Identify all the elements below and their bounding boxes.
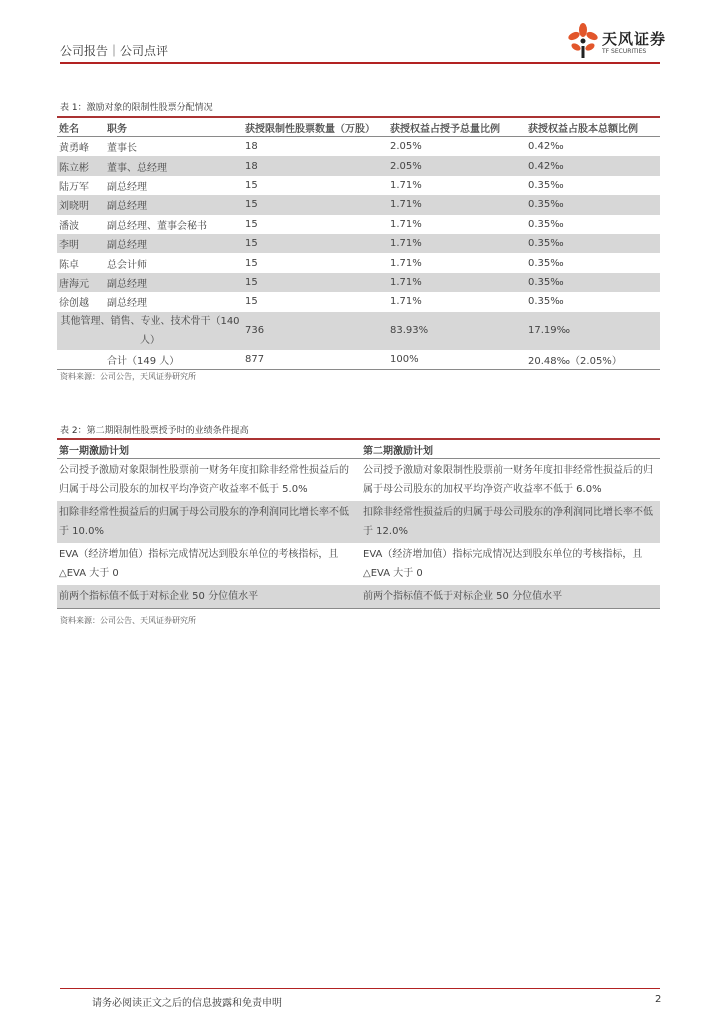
cell-empty (57, 350, 105, 370)
cell-second-plan: 扣除非经常性损益后的归属于母公司股东的净利润同比增长率不低于 12.0% (361, 501, 660, 543)
total-row (57, 350, 660, 370)
table-row (57, 195, 660, 214)
cell-quantity: 15 (245, 257, 258, 269)
cell-position: 董事、总经理 (105, 156, 243, 175)
table-row (57, 156, 660, 175)
table2-header-row (57, 439, 660, 459)
cell-equity-ratio: 0.35‰ (528, 296, 564, 308)
cell-grant-ratio: 2.05% (390, 141, 422, 153)
table-row (57, 176, 660, 195)
cell-grant-ratio: 1.71% (390, 179, 422, 191)
col-quantity: 获授限制性股票数量（万股） (243, 117, 388, 137)
cell-name: 潘波 (59, 220, 79, 232)
header-divider (60, 62, 660, 64)
cell-second-plan: EVA（经济增加值）指标完成情况达到股东单位的考核指标，且△EVA 大于 0 (363, 549, 643, 579)
cell-quantity: 18 (243, 156, 388, 175)
cell-equity-ratio: 17.19‰ (526, 312, 660, 350)
cell-equity-ratio: 0.35‰ (526, 234, 660, 253)
table-row (57, 215, 660, 234)
cell-name: 李明 (57, 234, 105, 253)
col-first-plan: 第一期激励计划 (57, 439, 361, 459)
cell-grant-ratio: 1.71% (388, 273, 526, 292)
cell-grant-ratio: 1.71% (390, 257, 422, 269)
cell-first-plan: 扣除非经常性损益后的归属于母公司股东的净利润同比增长率不低于 10.0% (57, 501, 361, 543)
logo-chinese-name: 天风证券 (602, 30, 667, 48)
company-logo (568, 22, 678, 62)
cell-quantity: 736 (243, 312, 388, 350)
cell-first-plan: 前两个指标值不低于对标企业 50 分位值水平 (57, 585, 361, 609)
cell-name: 陈卓 (59, 259, 79, 271)
table1-caption: 表 1：激励对象的限制性股票分配情况 (60, 103, 213, 113)
cell-quantity: 15 (243, 273, 388, 292)
page-number: 2 (655, 994, 662, 1005)
cell-equity-ratio: 0.35‰ (528, 179, 564, 191)
cell-position: 副总经理 (105, 234, 243, 253)
col-grant-ratio: 获授权益占授予总量比例 (388, 117, 526, 137)
table2-caption: 表 2：第二期限制性股票授予时的业绩条件提高 (60, 426, 249, 436)
col-second-plan: 第二期激励计划 (361, 439, 660, 459)
cell-grant-ratio: 1.71% (388, 234, 526, 253)
cell-equity-ratio: 0.42‰ (528, 141, 564, 153)
table-row (57, 253, 660, 272)
logo-english-name: TF SECURITIES (602, 48, 647, 55)
table-row (57, 137, 660, 157)
table-row (57, 459, 660, 502)
cell-position: 总会计师 (107, 259, 147, 271)
cell-equity-ratio: 0.35‰ (528, 257, 564, 269)
table-row (57, 273, 660, 292)
cell-grant-ratio: 1.71% (390, 296, 422, 308)
cell-equity-ratio: 0.42‰ (526, 156, 660, 175)
cell-quantity: 15 (245, 296, 258, 308)
report-type-label: 公司报告｜公司点评 (60, 44, 169, 58)
performance-conditions-table (57, 438, 660, 609)
cell-other-label: 其他管理、销售、专业、技术骨干（140 人） (57, 312, 243, 350)
cell-quantity: 18 (245, 141, 258, 153)
table2-source: 资料来源：公司公告、天风证券研究所 (60, 616, 196, 625)
table-row (57, 234, 660, 253)
cell-name: 刘晓明 (57, 195, 105, 214)
cell-position: 董事长 (107, 143, 137, 155)
col-position: 职务 (105, 117, 243, 137)
cell-quantity: 15 (245, 179, 258, 191)
table-row (57, 292, 660, 311)
cell-position: 副总经理 (105, 195, 243, 214)
footer-divider (60, 988, 660, 989)
cell-grant-ratio: 1.71% (388, 195, 526, 214)
cell-name: 陆万军 (59, 181, 89, 193)
cell-name: 黄勇峰 (59, 143, 89, 155)
cell-position: 副总经理 (105, 273, 243, 292)
cell-equity-ratio: 0.35‰ (528, 218, 564, 230)
cell-equity-ratio: 0.35‰ (526, 273, 660, 292)
cell-equity-ratio: 20.48‰（2.05%） (526, 350, 660, 370)
cell-name: 陈立彬 (57, 156, 105, 175)
table-row (57, 585, 660, 609)
allocation-table (57, 116, 660, 370)
cell-first-plan: 公司授予激励对象限制性股票前一财务年度扣除非经常性损益后的归属于母公司股东的加权平均净资产收益率不低于 5.0% (59, 465, 349, 495)
cell-position: 副总经理 (107, 181, 147, 193)
cell-grant-ratio: 83.93% (388, 312, 526, 350)
cell-equity-ratio: 0.35‰ (526, 195, 660, 214)
cell-second-plan: 前两个指标值不低于对标企业 50 分位值水平 (361, 585, 660, 609)
cell-name: 唐海元 (57, 273, 105, 292)
col-name: 姓名 (57, 117, 105, 137)
table1-source: 资料来源：公司公告，天风证券研究所 (60, 372, 196, 381)
cell-second-plan: 公司授予激励对象限制性股票前一财务年度扣非经常性损益后的归属于母公司股东的加权平均净资产收益率不低于 6.0% (363, 465, 653, 495)
other-staff-row (57, 312, 660, 350)
tf-flower-icon (568, 22, 598, 60)
cell-grant-ratio: 2.05% (388, 156, 526, 175)
table1-header-row (57, 117, 660, 137)
table-row (57, 501, 660, 543)
col-equity-ratio: 获授权益占股本总额比例 (526, 117, 660, 137)
cell-position: 副总经理、董事会秘书 (107, 220, 207, 232)
cell-first-plan: EVA（经济增加值）指标完成情况达到股东单位的考核指标，且△EVA 大于 0 (59, 549, 339, 579)
cell-grant-ratio: 1.71% (390, 218, 422, 230)
cell-grant-ratio: 100% (388, 350, 526, 370)
cell-quantity: 15 (243, 234, 388, 253)
cell-quantity: 877 (243, 350, 388, 370)
cell-position: 副总经理 (107, 298, 147, 310)
cell-total-label: 合计（149 人） (105, 350, 243, 370)
cell-quantity: 15 (245, 218, 258, 230)
cell-quantity: 15 (243, 195, 388, 214)
table-row (57, 543, 660, 585)
cell-name: 徐创越 (59, 298, 89, 310)
disclaimer-text: 请务必阅读正文之后的信息披露和免责申明 (92, 998, 282, 1009)
